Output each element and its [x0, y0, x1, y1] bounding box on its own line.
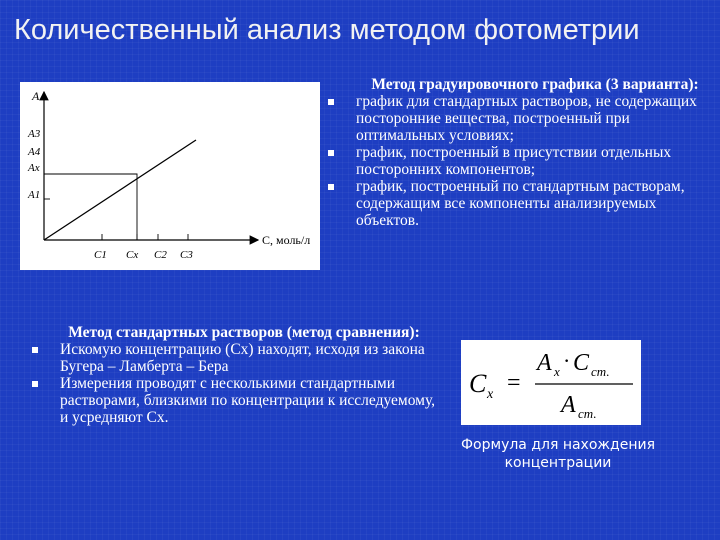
list-item — [24, 341, 444, 375]
calibration-list — [320, 93, 710, 229]
formula-num-a: A — [537, 350, 552, 376]
y-tick-ax: Ax — [28, 162, 40, 174]
calibration-line — [44, 140, 196, 240]
list-item-text: график для стандартных растворов, не содержащих посторонние вещества, построенный при оптимальных условиях; — [356, 93, 697, 144]
standards-method-block — [24, 324, 444, 426]
x-tick-c1: C1 — [94, 249, 107, 261]
x-tick-c3: C3 — [180, 249, 193, 261]
formula-lhs-sub: x — [487, 387, 494, 402]
formula-dot: · — [563, 348, 571, 373]
formula-svg — [461, 340, 641, 425]
graph-svg — [20, 82, 320, 270]
formula-lhs: C — [469, 369, 487, 398]
formula-num-c-sub: ст. — [591, 364, 610, 379]
formula-den: A — [561, 392, 576, 418]
bullet-icon — [328, 184, 334, 190]
formula-num-c: C — [573, 350, 590, 376]
list-item — [320, 144, 710, 178]
y-axis-label: A — [32, 89, 40, 103]
bullet-icon — [328, 150, 334, 156]
list-item-text: Искомую концентрацию (Cx) находят, исходя из закона Бугера – Ламберта – Бера — [60, 341, 425, 375]
list-item — [24, 375, 444, 426]
formula-den-sub: ст. — [578, 406, 597, 421]
list-item — [320, 93, 710, 144]
bullet-icon — [32, 347, 38, 353]
x-tick-cx: Cx — [126, 249, 139, 261]
y-tick-a4: A4 — [28, 146, 41, 158]
calibration-heading: Метод градуировочного графика (3 варианта): — [371, 76, 699, 93]
list-item — [320, 178, 710, 229]
x-axis-label: C, моль/л — [262, 233, 311, 247]
formula-num-a-sub: x — [554, 364, 560, 379]
list-item-text: график, построенный по стандартным растворам, содержащим все компоненты анализируемых объектов. — [356, 178, 685, 229]
formula-box — [461, 340, 641, 425]
calibration-method-block — [320, 76, 710, 229]
standards-heading: Метод стандартных растворов (метод сравнения): — [68, 324, 420, 341]
bullet-icon — [328, 99, 334, 105]
slide-title: Количественный анализ методом фотометрии — [14, 14, 640, 46]
y-tick-a3: A3 — [28, 128, 41, 140]
y-tick-a1: A1 — [28, 189, 41, 201]
x-tick-c2: C2 — [154, 249, 167, 261]
list-item-text: Измерения проводят с несколькими стандартными растворами, близкими по концентрации к исследуемому, и усредняют Cx. — [60, 375, 436, 426]
formula-caption: Формула для нахождения концентрации — [461, 437, 655, 471]
list-item-text: график, построенный в присутствии отдельных посторонних компонентов; — [356, 144, 672, 178]
bullet-icon — [32, 381, 38, 387]
standards-list — [24, 341, 444, 426]
formula-equals: = — [507, 370, 521, 396]
calibration-graph — [20, 82, 320, 270]
